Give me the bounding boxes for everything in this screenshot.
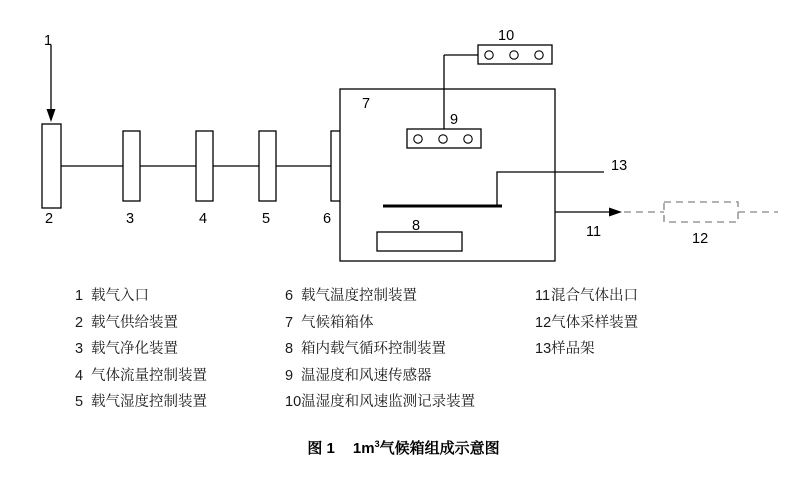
legend-item: [75, 283, 285, 310]
legend-item: [75, 310, 285, 337]
recorder-unit-10: [478, 45, 552, 64]
callout-label-7: 7: [362, 96, 371, 112]
sampling-device-12: [664, 202, 738, 222]
legend: [75, 283, 735, 416]
callout-label-6: 6: [323, 211, 332, 227]
legend-item: [75, 336, 285, 363]
callout-label-11: 11: [586, 224, 602, 240]
legend-label: 气体流量控制装置: [91, 367, 207, 384]
legend-number: 7: [285, 314, 294, 331]
legend-label: 温湿度和风速监测记录装置: [301, 394, 476, 410]
legend-number: 1: [75, 288, 84, 304]
legend-label: 气体采样装置: [551, 314, 639, 331]
sensor-bar-9: [407, 129, 481, 148]
legend-item: [285, 336, 535, 363]
inlet-arrow: [47, 45, 56, 122]
legend-label: 载气湿度控制装置: [91, 394, 207, 410]
callout-label-9: 9: [450, 112, 459, 128]
legend-number: 5: [75, 394, 84, 410]
figure-caption: [0, 437, 807, 458]
callout-label-5: 5: [262, 211, 271, 227]
legend-item: [285, 310, 535, 337]
legend-number: 9: [285, 367, 294, 384]
callout-label-13: 13: [611, 158, 628, 174]
figure-caption-superscript: 3: [374, 439, 380, 449]
legend-label: 载气温度控制装置: [301, 288, 417, 304]
circulation-device-8: [377, 232, 462, 251]
legend-number: 3: [75, 341, 84, 357]
device-3-box: [123, 131, 140, 201]
callout-label-2: 2: [45, 211, 54, 227]
legend-label: 样品架: [551, 341, 595, 357]
legend-item: [75, 363, 285, 390]
legend-column-3: [535, 283, 735, 416]
legend-number: 11: [535, 288, 551, 304]
legend-item: [285, 389, 535, 416]
callout-label-8: 8: [412, 218, 421, 234]
legend-number: 2: [75, 314, 84, 331]
legend-column-1: [75, 283, 285, 416]
figure-caption-unit: 1m: [352, 440, 375, 457]
legend-number: 6: [285, 288, 294, 304]
legend-number: 12: [535, 314, 552, 331]
device-5-box: [259, 131, 276, 201]
legend-number: 8: [285, 341, 294, 357]
callout-label-12: 12: [692, 231, 709, 247]
device-2-box: [42, 124, 61, 208]
callout-label-3: 3: [126, 211, 135, 227]
legend-label: 混合气体出口: [551, 288, 638, 304]
legend-item: [285, 363, 535, 390]
callout-label-1: 1: [44, 33, 53, 49]
outlet-line: [555, 208, 622, 217]
legend-item: [75, 389, 285, 416]
legend-label: 载气入口: [91, 288, 149, 304]
figure-caption-label: 图 1: [307, 440, 335, 457]
callout-label-4: 4: [199, 211, 208, 227]
legend-item: [535, 283, 735, 310]
legend-label: 载气供给装置: [91, 314, 178, 331]
legend-label: 载气净化装置: [91, 341, 178, 357]
legend-label: 温湿度和风速传感器: [301, 367, 432, 384]
legend-item: [535, 336, 735, 363]
legend-number: 13: [535, 341, 552, 357]
legend-item: [535, 310, 735, 337]
legend-number: 4: [75, 367, 84, 384]
legend-item: [285, 283, 535, 310]
figure-caption-rest: 气候箱组成示意图: [379, 440, 500, 457]
legend-label: 箱内载气循环控制装置: [301, 341, 446, 357]
legend-label: 气候箱箱体: [301, 314, 374, 331]
device-4-box: [196, 131, 213, 201]
legend-number: 10: [285, 394, 302, 410]
callout-label-10: 10: [498, 28, 515, 44]
legend-column-2: [285, 283, 535, 416]
